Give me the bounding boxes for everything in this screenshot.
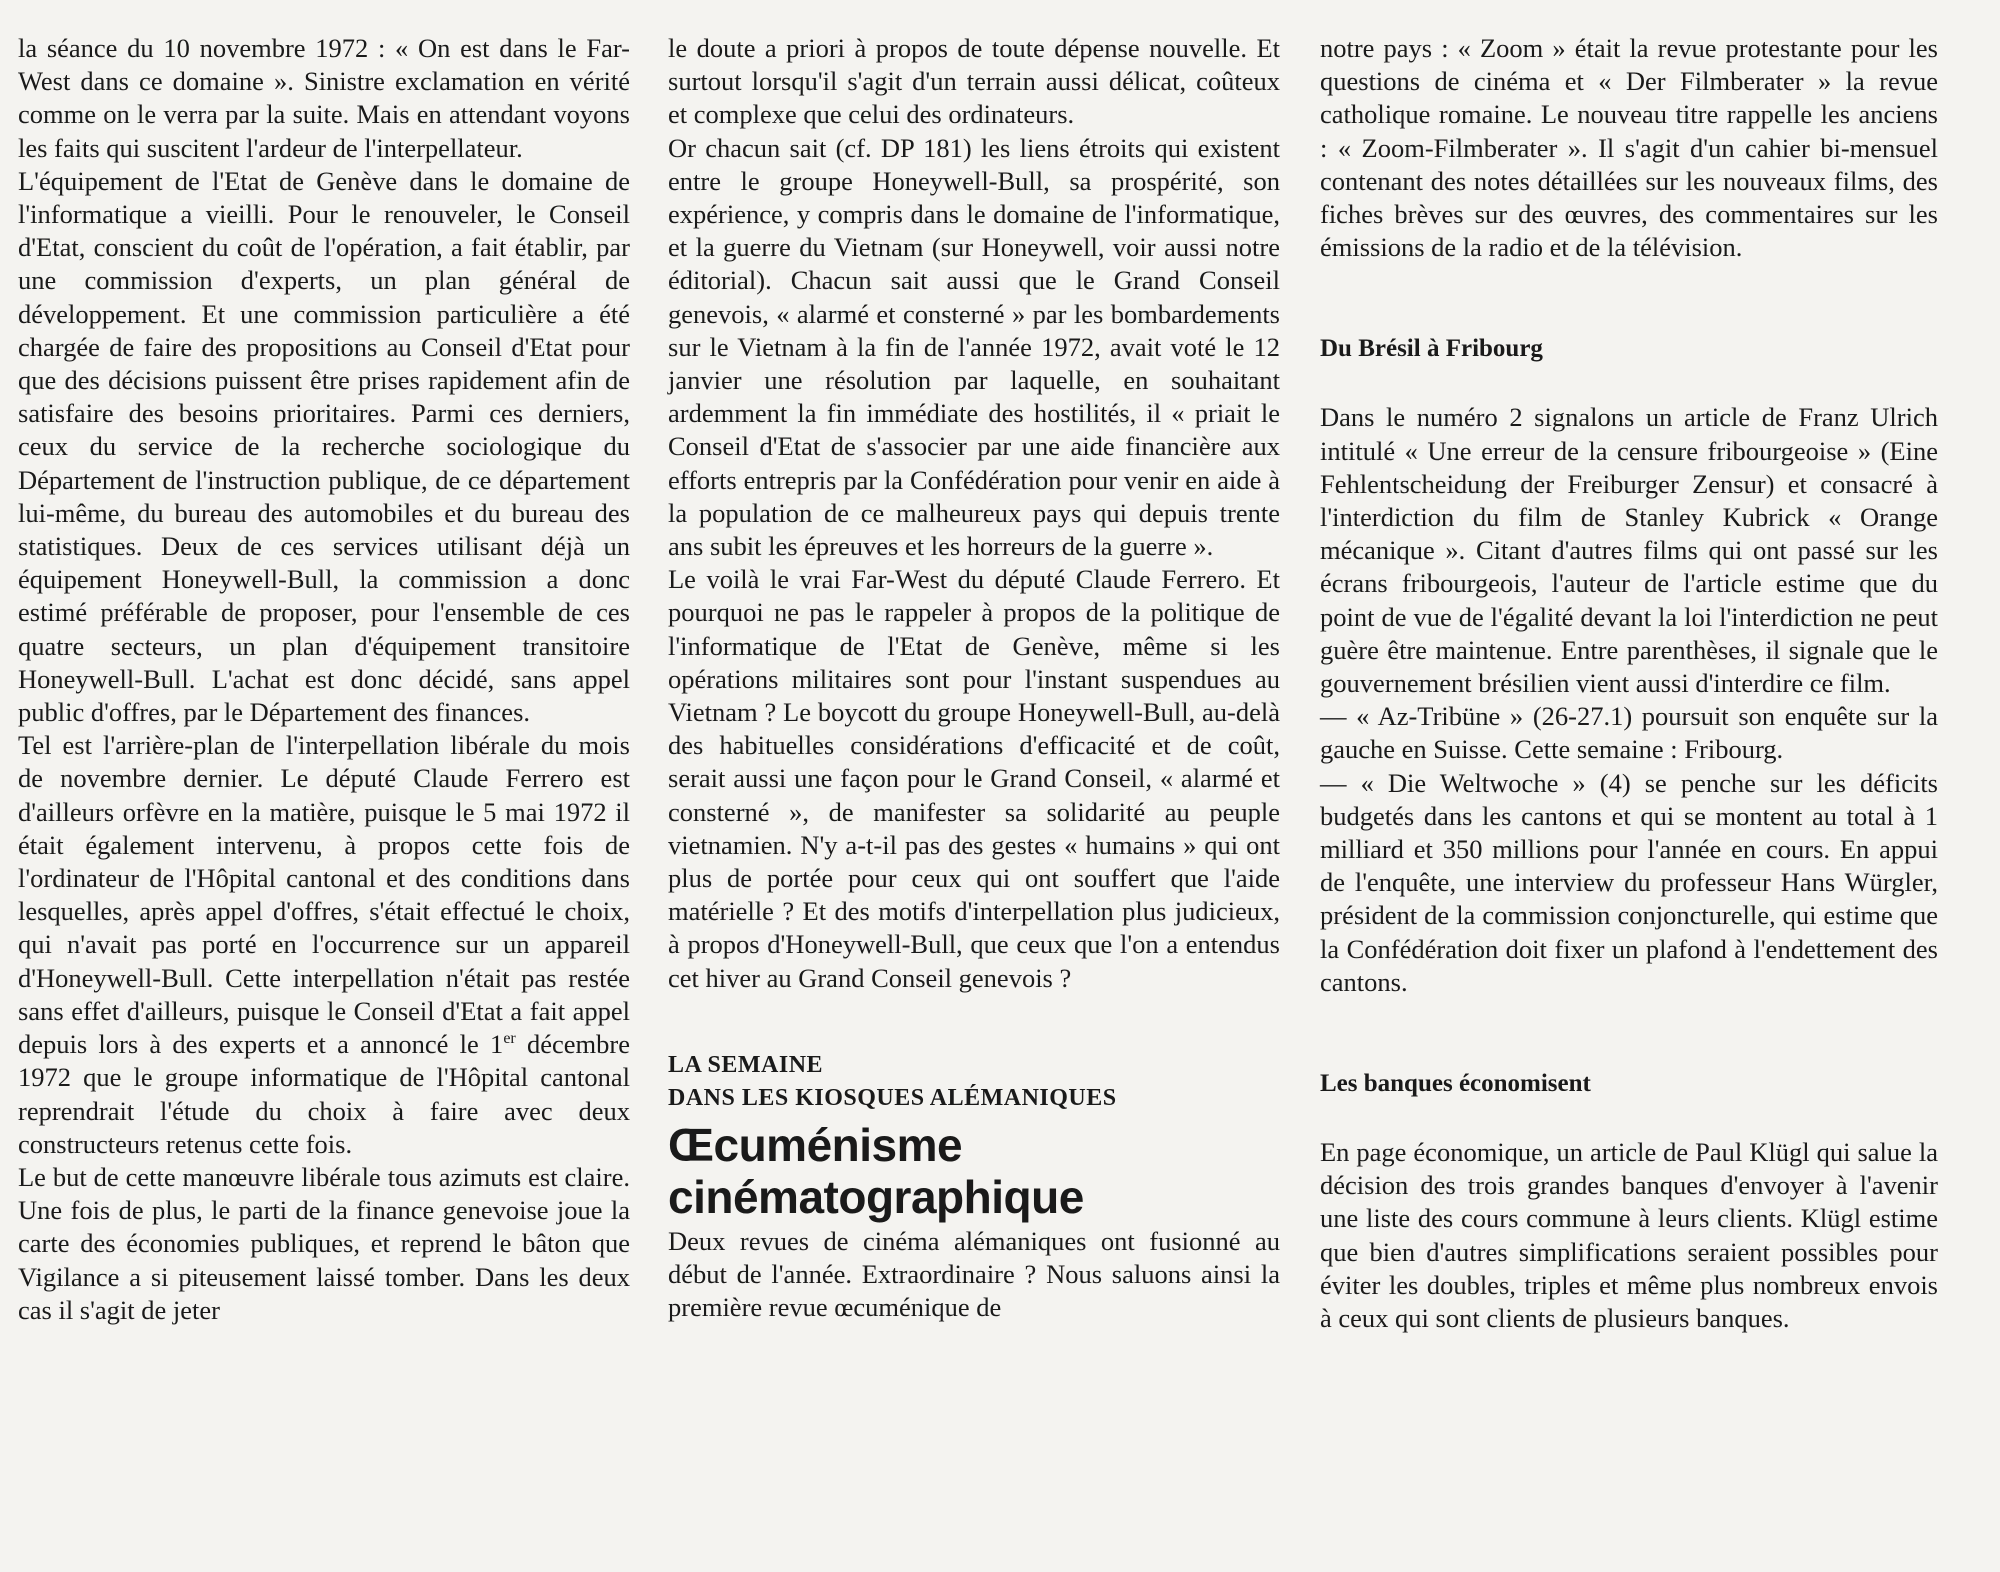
column-right [1320,32,1938,1335]
paragraph: — « Az-Tribüne » (26-27.1) poursuit son enquête sur la gauche en Suisse. Cette semaine : Fribourg. [1320,701,1938,765]
paragraph: L'équipement de l'Etat de Genève dans le domaine de l'informatique a vieilli. Pour le renouveler, le Conseil d'Etat, conscient du coût de l'opération, a fait établir, par une commission d'experts, un plan général de développement. Et une commission particulière a été chargée de faire des propositions au Conseil d'Etat pour que des décisions puissent être prises rapidement afin de satisfaire des besoins prioritaires. Parmi ces derniers, ceux du service de la recherche sociologique du Département de l'instruction publique, de ce département lui-même, du bureau des automobiles et du bureau des statistiques. Deux de ces services utilisant déjà un équipement Honeywell-Bull, la commission a donc estimé préférable de proposer, pour l'ensemble de ces quatre secteurs, un plan d'équipement transitoire Honeywell-Bull. L'achat est donc décidé, sans appel public d'offres, par le Département des finances. [18,165,630,728]
section-kicker: LA SEMAINE [668,1051,824,1078]
paragraph: Le voilà le vrai Far-West du député Claude Ferrero. Et pourquoi ne pas le rappeler à propos de la politique de l'informatique de l'Etat de Genève, même si les opérations militaires sont pour l'instant suspendues au Vietnam ? Le boycott du groupe Honeywell-Bull, au-delà des habituelles considérations d'efficacité et de coût, serait aussi une façon pour le Grand Conseil, « alarmé et consterné », de manifester sa solidarité au peuple vietnamien. N'y a-t-il pas des gestes « humains » qui ont plus de portée pour ceux qui ont souffert que l'aide matérielle ? Et des motifs d'interpellation plus judicieux, à propos d'Honeywell-Bull, que ceux que l'on a entendus cet hiver au Grand Conseil genevois ? [668,564,1280,993]
paragraph: le doute a priori à propos de toute dépense nouvelle. Et surtout lorsqu'il s'agit d'un terrain aussi délicat, coûteux et complexe que celui des ordinateurs. [668,33,1280,130]
spacer [1320,999,1938,1067]
subheading: Du Brésil à Fribourg [1320,335,1543,363]
paragraph [18,729,630,1161]
column-left [18,32,630,1327]
paragraph: — « Die Weltwoche » (4) se penche sur les déficits budgetés dans les cantons et qui se montent au total à 1 milliard et 350 millions pour l'année en cours. En appui de l'enquête, une interview du professeur Hans Würgler, président de la commission conjoncturelle, qui estime que la Confédération doit fixer un plafond à l'endettement des cantons. [1320,767,1938,997]
paragraph: notre pays : « Zoom » était la revue protestante pour les questions de cinéma et « Der Filmberater » la revue catholique romaine. Le nouveau titre rappelle les anciens : « Zoom-Filmberater ». Il s'agit d'un cahier bi-mensuel contenant des notes détaillées sur les nouveaux films, des fiches brèves sur des œuvres, des commentaires sur les émissions de la radio et de la télévision. [1320,33,1938,263]
article-headline [668,1119,1280,1223]
subheading: Les banques économisent [1320,1070,1591,1098]
paragraph: la séance du 10 novembre 1972 : « On est dans le Far-West dans ce domaine ». Sinistre exclamation en vérité comme on le verra par la suite. Mais en attendant voyons les faits qui suscitent l'ardeur de l'interpellateur. [18,33,630,163]
spacer [1320,1100,1938,1136]
headline-line: Œcuménisme [668,1118,963,1171]
spacer [668,995,1280,1049]
article-lead: Deux revues de cinéma alémaniques ont fusionné au début de l'année. Extraordinaire ? Nous saluons ainsi la première revue œcuménique de [668,1225,1280,1323]
paragraph: Le but de cette manœuvre libérale tous azimuts est claire. Une fois de plus, le parti de la finance genevoise joue la carte des économies publiques, et reprend le bâton que Vigilance a si piteusement laissé tomber. Dans les deux cas il s'agit de jeter [18,1161,630,1325]
paragraph: Or chacun sait (cf. DP 181) les liens étroits qui existent entre le groupe Honeywell-Bull, sa prospérité, son expérience, y compris dans le domaine de l'informatique, et la guerre du Vietnam (sur Honeywell, voir aussi notre éditorial). Chacun sait aussi que le Grand Conseil genevois, « alarmé et consterné » par les bombardements sur le Vietnam à la fin de l'année 1972, avait voté le 12 janvier une résolution par laquelle, en souhaitant ardemment la fin immédiate des hostilités, il « priait le Conseil d'Etat de s'associer par une aide financière aux efforts entrepris par la Confédération pour venir en aide à la population de ce malheureux pays qui depuis trente ans subit les épreuves et les horreurs de la guerre ». [668,132,1280,562]
paragraph: Dans le numéro 2 signalons un article de Franz Ulrich intitulé « Une erreur de la censure fribourgeoise » (Eine Fehlentscheidung der Freiburger Zensur) et consacré à l'interdiction du film de Stanley Kubrick « Orange mécanique ». Citant d'autres films qui ont passé sur les écrans fribourgeois, l'auteur de l'article estime que du point de vue de l'égalité devant la loi l'interdiction ne peut guère être maintenue. Entre parenthèses, il signale que le gouvernement brésilien vient aussi d'interdire ce film. [1320,402,1938,699]
section-kicker: DANS LES KIOSQUES ALÉMANIQUES [668,1084,1117,1111]
ordinal-superscript: er [503,1030,516,1048]
column-middle [668,32,1280,1325]
headline-line: cinématographique [668,1170,1084,1223]
paragraph-text: Tel est l'arrière-plan de l'interpellation libérale du mois de novembre dernier. Le député Claude Ferrero est d'ailleurs orfèvre en la matière, puisque le 5 mai 1972 il était également intervenu, à propos cette fois de l'ordinateur de l'Hôpital cantonal et des conditions dans lesquelles, après appel d'offres, s'était effectué le choix, qui n'avait pas porté en l'occurrence sur un appareil d'Honeywell-Bull. Cette interpellation n'était pas restée sans effet d'ailleurs, puisque le Conseil d'Etat a fait appel depuis lors à des experts et a annoncé le 1 [18,730,630,1060]
paragraph: En page économique, un article de Paul Klügl qui salue la décision des trois grandes banques d'envoyer à l'avenir une liste des cours commune à leurs clients. Klügl estime que bien d'autres simplifications seraient possibles pour éviter les doubles, triples et même plus nombreux envois à ceux qui sont clients de plusieurs banques. [1320,1137,1938,1334]
spacer [1320,264,1938,332]
spacer [1320,365,1938,401]
paragraph-text-tail: décembre 1972 que le groupe informatique de l'Hôpital cantonal reprendrait l'étude du choix à faire avec deux constructeurs retenus cette fois. [18,1029,630,1159]
